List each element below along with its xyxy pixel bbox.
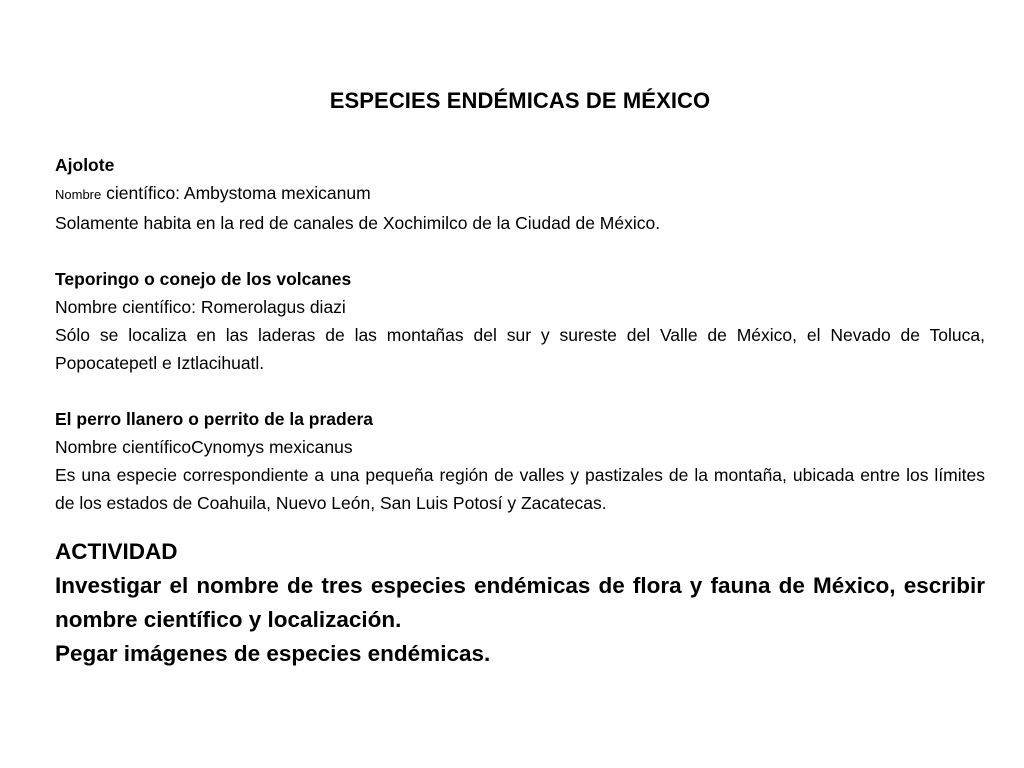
species-perro-llanero: [55, 405, 985, 517]
scientific-name: Nombre científico: Romerolagus diazi: [55, 297, 346, 317]
species-name: Teporingo o conejo de los volcanes: [55, 269, 352, 289]
scientific-rest: científico: Ambystoma mexicanum: [101, 183, 371, 203]
species-description: Solamente habita en la red de canales de Xochimilco de la Ciudad de México.: [55, 213, 661, 233]
activity-instruction-research: Investigar el nombre de tres especies endémicas de flora y fauna de México, escribir nombre científico y localización.: [55, 573, 985, 632]
activity-instruction-images: Pegar imágenes de especies endémicas.: [55, 641, 491, 666]
scientific-prefix: Nombre: [55, 187, 102, 202]
species-name: El perro llanero o perrito de la pradera: [55, 409, 374, 429]
species-list: [55, 151, 985, 517]
species-description: Sólo se localiza en las laderas de las montañas del sur y sureste del Valle de México, el Nevado de Toluca, Popocatepetl e Iztlacihuatl.: [55, 325, 985, 373]
scientific-name: [55, 179, 985, 209]
activity-heading: ACTIVIDAD: [55, 539, 178, 564]
species-name: Ajolote: [55, 155, 115, 175]
slide-title: ESPECIES ENDÉMICAS DE MÉXICO: [329, 88, 711, 113]
species-description: Es una especie correspondiente a una pequeña región de valles y pastizales de la montaña, ubicada entre los límites de los estados de Coahuila, Nuevo León, San Luis Potosí y Zacatecas.: [55, 465, 985, 513]
scientific-name: Nombre científicoCynomys mexicanus: [55, 437, 353, 457]
activity-section: [55, 535, 985, 671]
species-teporingo: [55, 265, 985, 377]
species-ajolote: [55, 151, 985, 237]
